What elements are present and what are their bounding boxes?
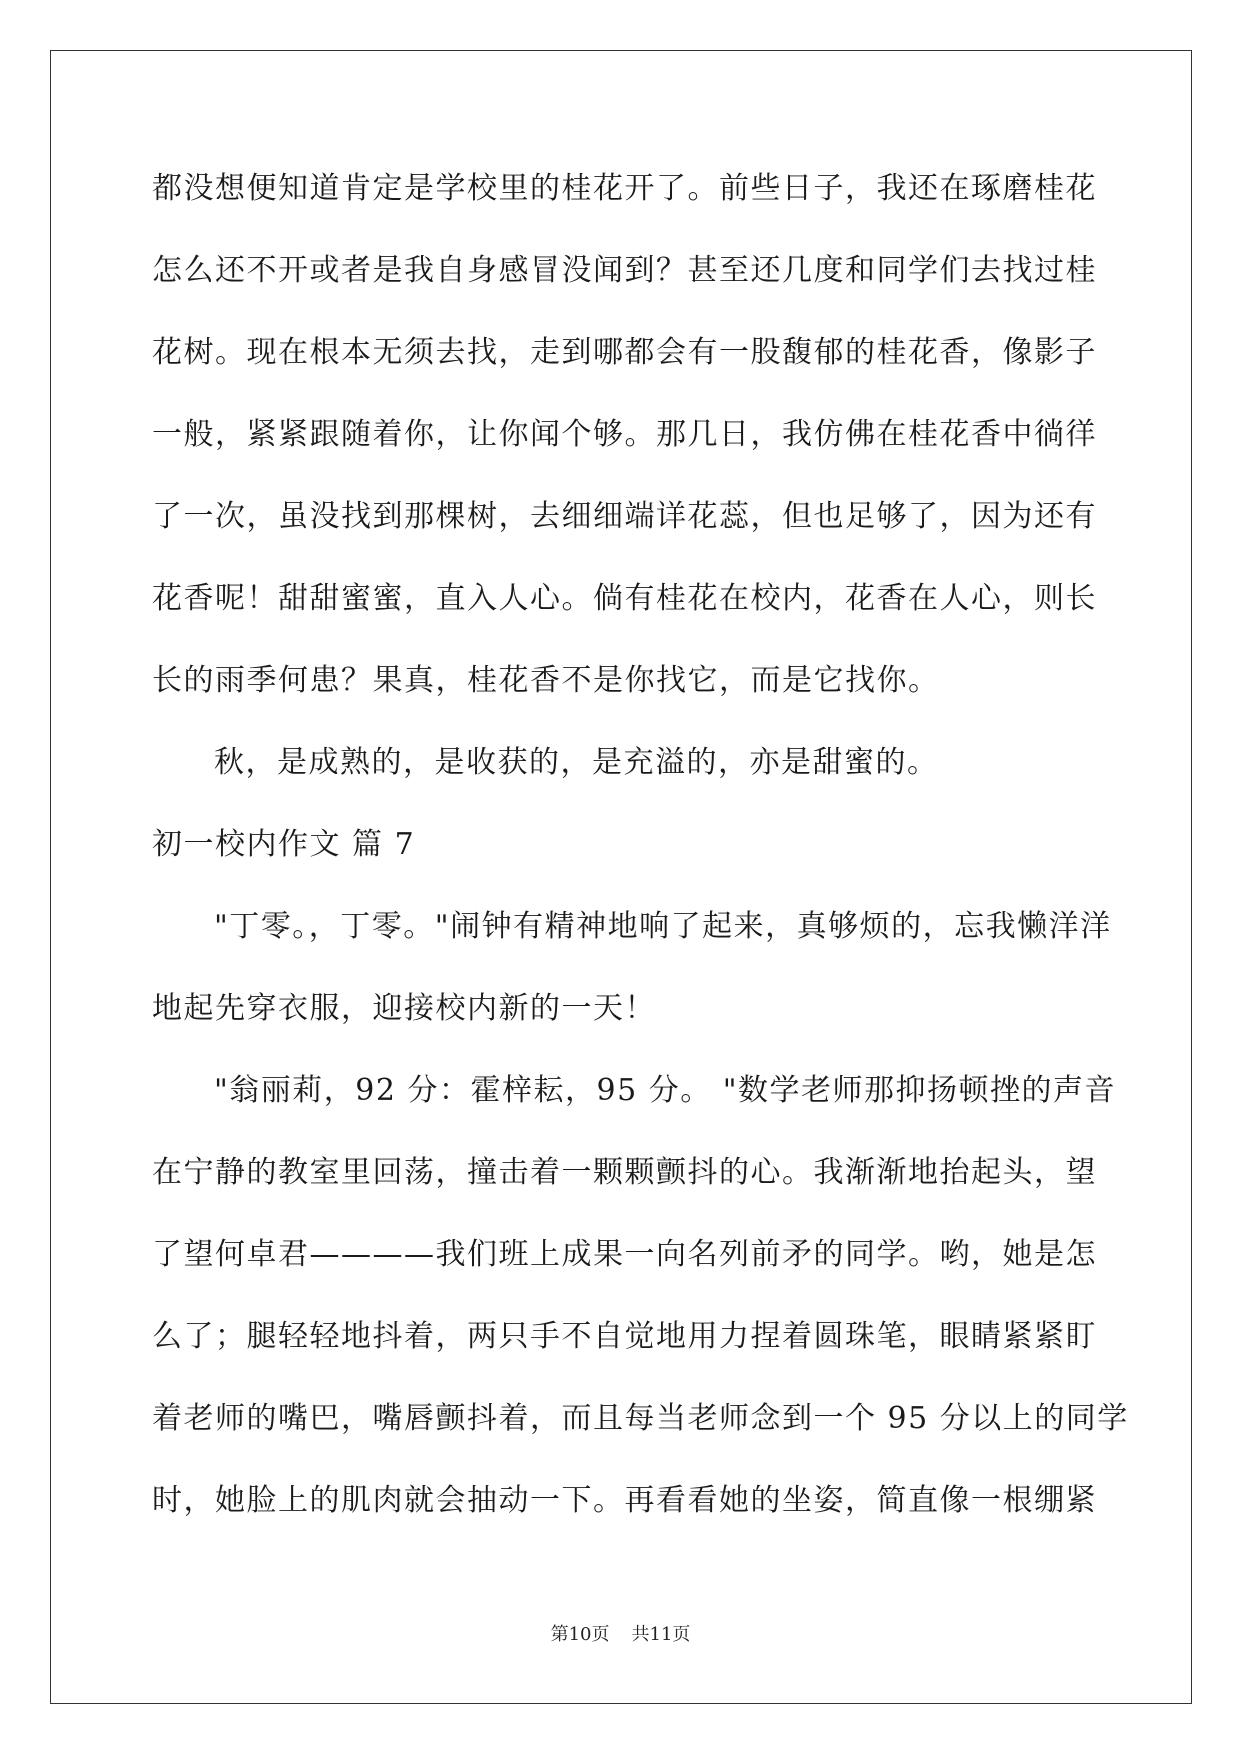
- text-line: 怎么还不开或者是我自身感冒没闻到？甚至还几度和同学们去找过桂: [152, 253, 1097, 288]
- text-line: 地起先穿衣服，迎接校内新的一天！: [152, 991, 656, 1026]
- text-line: 了望何卓君————我们班上成果一向名列前矛的同学。哟，她是怎: [152, 1237, 1097, 1272]
- text-line: 在宁静的教室里回荡，撞击着一颗颗颤抖的心。我渐渐地抬起头，望: [152, 1155, 1097, 1190]
- paragraph-line: 秋，是成熟的，是收获的，是充溢的，亦是甜蜜的。: [214, 745, 939, 780]
- paragraph-line: "丁零。，丁零。"闹钟有精神地响了起来，真够烦的，忘我懒洋洋: [214, 909, 1112, 944]
- text-line: 长的雨季何患？果真，桂花香不是你找它，而是它找你。: [152, 663, 940, 698]
- text-line: 花树。现在根本无须去找，走到哪都会有一股馥郁的桂花香，像影子: [152, 335, 1097, 370]
- page-number-current: 第10页: [550, 1624, 610, 1645]
- text-line: 一般，紧紧跟随着你，让你闻个够。那几日，我仿佛在桂花香中徜徉: [152, 417, 1097, 452]
- text-line: 时，她脸上的肌肉就会抽动一下。再看看她的坐姿，简直像一根绷紧: [152, 1483, 1097, 1518]
- text-line: 了一次，虽没找到那棵树，去细细端详花蕊，但也足够了，因为还有: [152, 499, 1097, 534]
- text-line: 么了；腿轻轻地抖着，两只手不自觉地用力捏着圆珠笔，眼睛紧紧盯: [152, 1319, 1097, 1354]
- page-number-total: 共11页: [631, 1624, 691, 1645]
- text-line: 都没想便知道肯定是学校里的桂花开了。前些日子，我还在琢磨桂花: [152, 171, 1097, 206]
- page-footer: [0, 1620, 1241, 1646]
- section-heading: 初一校内作文 篇 7: [152, 827, 416, 862]
- document-body: [152, 160, 1129, 1554]
- text-line: 花香呢！甜甜蜜蜜，直入人心。倘有桂花在校内，花香在人心，则长: [152, 581, 1097, 616]
- text-line: 着老师的嘴巴，嘴唇颤抖着，而且每当老师念到一个 95 分以上的同学: [152, 1401, 1129, 1436]
- paragraph-line: "翁丽莉，92 分：霍梓耘，95 分。 "数学老师那抑扬顿挫的声音: [214, 1073, 1117, 1108]
